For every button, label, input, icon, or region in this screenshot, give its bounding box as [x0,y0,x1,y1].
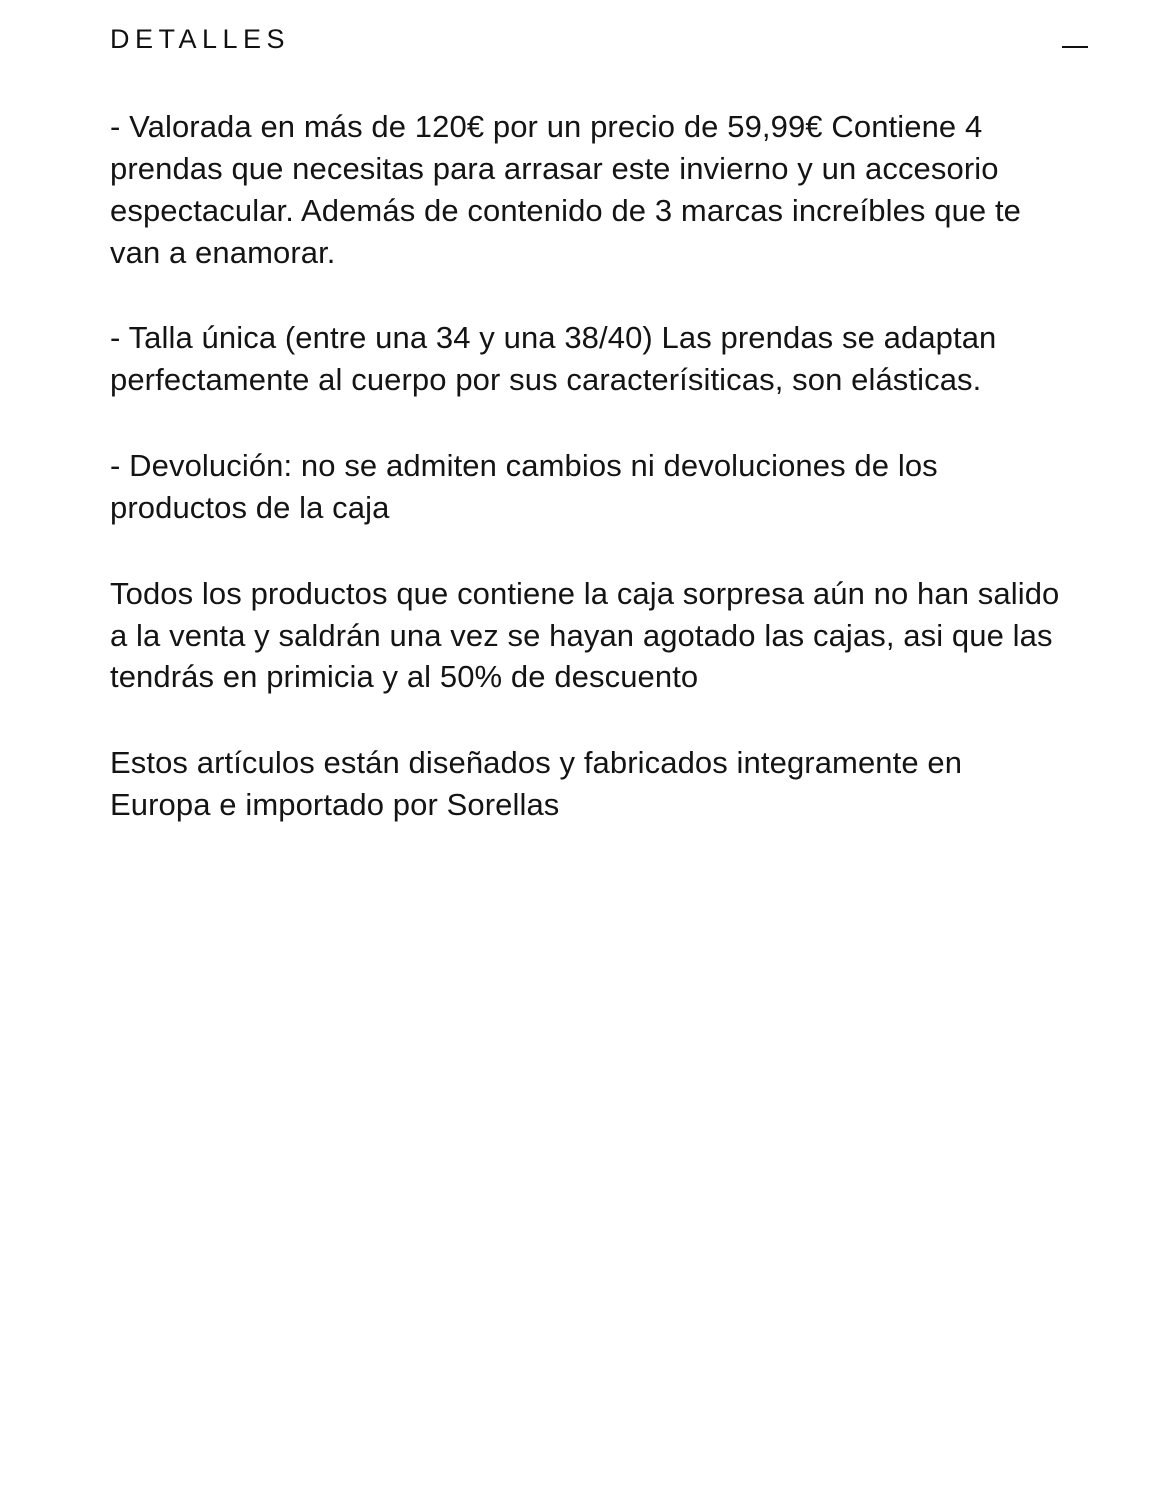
details-paragraph: - Talla única (entre una 34 y una 38/40) Las prendas se adaptan perfectamente al cuerpo por sus caracterísiticas, son elásticas. [110,320,997,398]
details-paragraph: - Devolución: no se admiten cambios ni devoluciones de los productos de la caja [110,448,938,525]
details-body [0,60,1170,826]
page-title: DETALLES [110,23,291,54]
minus-icon[interactable] [1058,24,1092,54]
details-section-header[interactable] [0,0,1170,60]
details-paragraph: Todos los productos que contiene la caja sorpresa aún no han salido a la venta y saldrán una vez se hayan agotado las cajas, asi que las tendrás en primicia y al 50% de descuento [110,575,1060,695]
details-paragraph: Estos artículos están diseñados y fabricados integramente en Europa e importado por Sorellas [110,745,963,823]
minus-glyph [1062,46,1088,48]
details-paragraph: - Valorada en más de 120€ por un precio de 59,99€ Contiene 4 prendas que necesitas para arrasar este invierno y un accesorio espectacular. Además de contenido de 3 marcas increíbles que te van a enamorar. [110,109,1022,270]
